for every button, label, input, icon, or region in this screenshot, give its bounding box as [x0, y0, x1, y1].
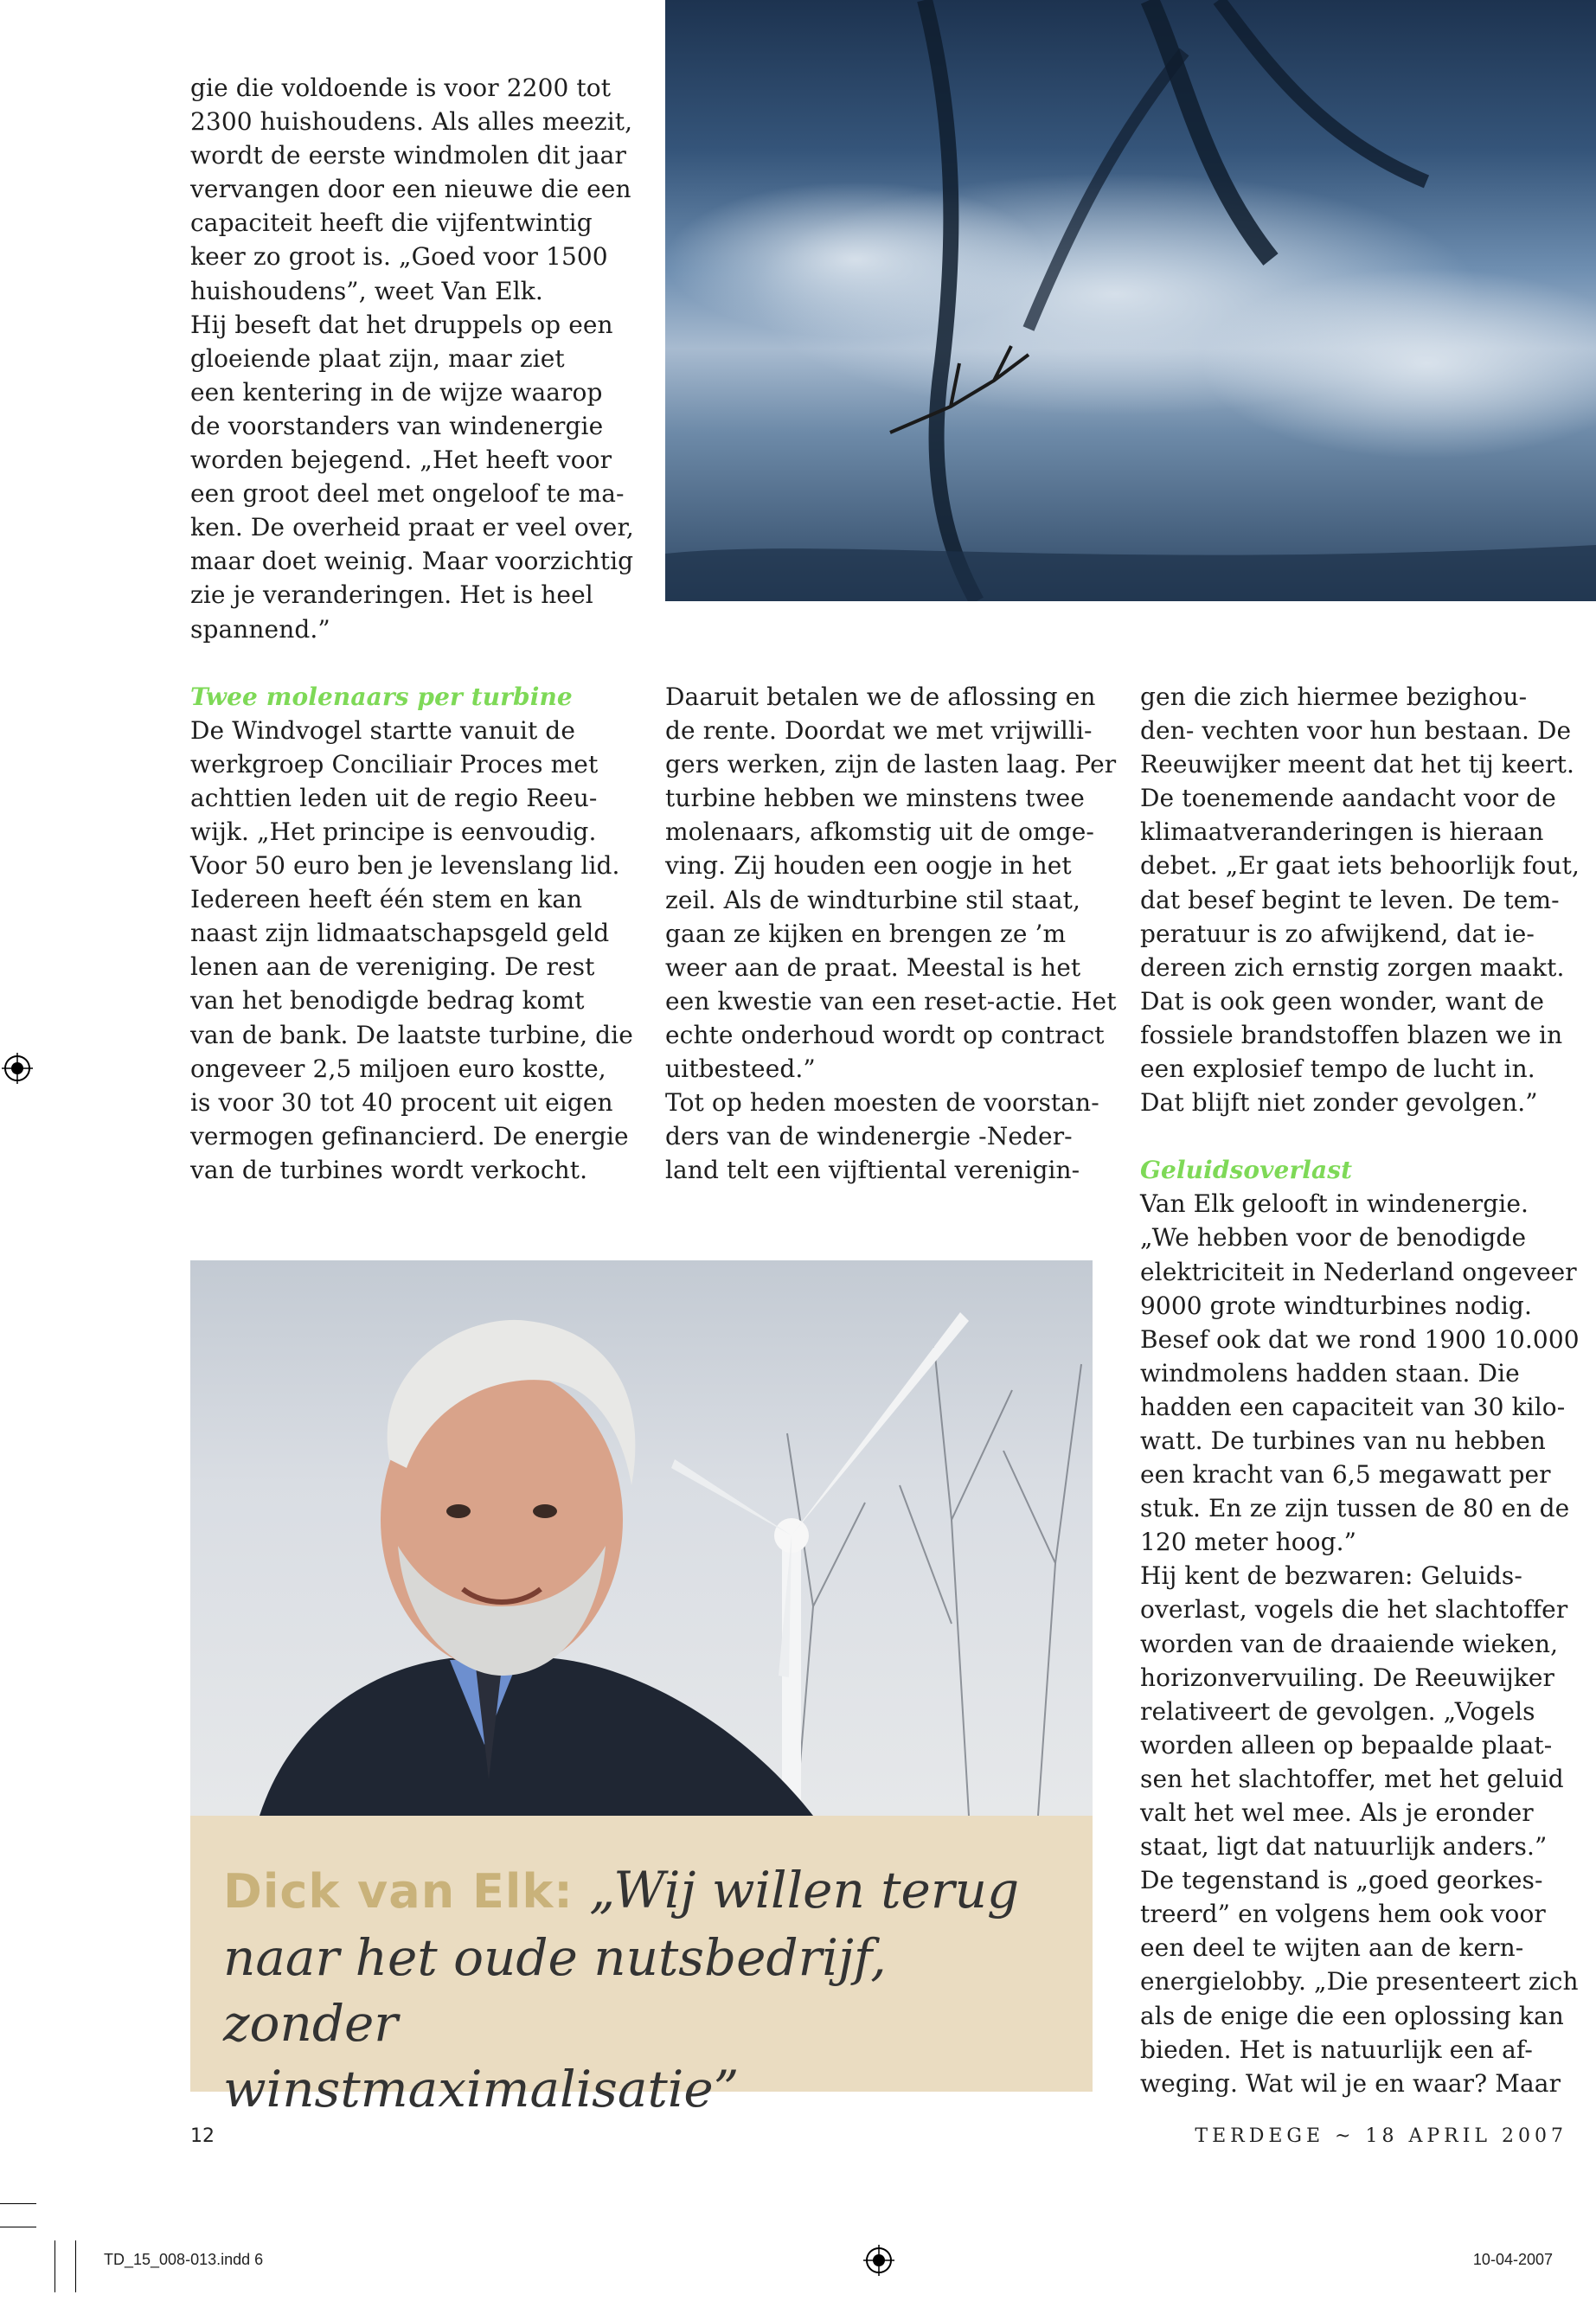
body-text-line: ving. Zij houden een oogje in het — [665, 851, 1072, 881]
body-text-line: gloeiende plaat zijn, maar ziet — [190, 343, 565, 373]
water-reflection-illustration — [665, 0, 1596, 601]
body-text-line: molenaars, afkomstig uit de omge- — [665, 817, 1094, 847]
body-text-line: Iedereen heeft één stem en kan — [190, 885, 583, 914]
body-text-line: ongeveer 2,5 miljoen euro kostte, — [190, 1054, 606, 1083]
body-text-line: Hij beseft dat het druppels op een — [190, 310, 613, 339]
body-text-line: de voorstanders van windenergie — [190, 411, 604, 440]
body-text-line: Voor 50 euro ben je levenslang lid. — [190, 851, 620, 881]
body-text-line: een explosief tempo de lucht in. — [1140, 1054, 1535, 1084]
body-text-line: horizonvervuiling. De Reeuwijker — [1140, 1663, 1555, 1692]
body-text-line: Van Elk gelooft in windenergie. — [1140, 1189, 1529, 1219]
body-text-line: vervangen door een nieuwe die een — [190, 175, 631, 204]
crop-mark — [54, 2240, 55, 2292]
pull-quote-speaker: Dick van Elk: — [223, 1864, 574, 1919]
running-footer-title: TERDEGE ~ 18 APRIL 2007 — [1195, 2125, 1567, 2147]
body-text-line: fossiele brandstoffen blazen we in — [1140, 1020, 1563, 1049]
body-text-line: windmolens hadden staan. Die — [1140, 1358, 1520, 1388]
body-text-line: achttien leden uit de regio Reeu- — [190, 783, 598, 812]
body-text-line: spannend.” — [190, 614, 330, 644]
body-text-line: gers werken, zijn de lasten laag. Per — [665, 750, 1117, 779]
body-text-line: worden alleen op bepaalde plaat- — [1140, 1730, 1553, 1759]
body-text-line: gie die voldoende is voor 2200 tot — [190, 74, 612, 102]
body-text-line: Tot op heden moesten de voorstan- — [665, 1088, 1099, 1118]
body-text-line: bieden. Het is natuurlijk een af- — [1140, 2035, 1533, 2064]
body-text-line: De Windvogel startte vanuit de — [190, 715, 575, 745]
text-column-middle — [665, 680, 1117, 1187]
body-text-line: watt. De turbines van nu hebben — [1140, 1426, 1546, 1455]
body-text-line: Besef ook dat we rond 1900 10.000 — [1140, 1324, 1580, 1354]
body-text-line: naast zijn lidmaatschapsgeld geld — [190, 919, 610, 948]
body-text-line: Dat blijft niet zonder gevolgen.” — [1140, 1088, 1538, 1118]
body-text-line: een groot deel met ongeloof te ma- — [190, 479, 625, 509]
body-text-line: de rente. Doordat we met vrijwilli- — [665, 716, 1093, 746]
body-text-line: worden van de draaiende wieken, — [1140, 1629, 1559, 1658]
body-text-line: energielobby. „Die presenteert zich — [1140, 1967, 1579, 1997]
body-text-line: dereen zich ernstig zorgen maakt. — [1140, 952, 1565, 982]
body-text-line: valt het wel mee. Als je eronder — [1140, 1798, 1534, 1827]
body-text-line: een kwestie van een reset-actie. Het — [665, 986, 1117, 1016]
body-text-line: klimaatveranderingen is hieraan — [1140, 817, 1544, 847]
crop-mark — [0, 2203, 36, 2204]
body-text-line: huishoudens”, weet Van Elk. — [190, 276, 543, 305]
body-text-line: is voor 30 tot 40 procent uit eigen — [190, 1087, 613, 1117]
registration-mark-icon — [863, 2245, 894, 2276]
body-text-line: dat besef begint te leven. De tem- — [1140, 885, 1560, 914]
body-text-line: zeil. Als de windturbine stil staat, — [665, 885, 1080, 914]
body-text-line: sen het slachtoffer, met het geluid — [1140, 1764, 1564, 1793]
pull-quote-line-1 — [223, 1857, 1071, 1925]
body-text-line: van de turbines wordt verkocht. — [190, 1155, 588, 1184]
body-text-line: echte onderhoud wordt op contract — [665, 1020, 1105, 1049]
body-text-line: capaciteit heeft die vijfentwintig — [190, 208, 593, 238]
crop-mark — [75, 2240, 76, 2292]
subheading-geluidsoverlast: Geluidsoverlast — [1140, 1156, 1353, 1185]
body-text-line: werkgroep Conciliair Proces met — [190, 749, 599, 779]
body-text-line: De tegenstand is „goed georkes- — [1140, 1866, 1543, 1895]
body-text-line: lenen aan de vereniging. De rest — [190, 952, 595, 982]
body-text-line: peratuur is zo afwijkend, dat ie- — [1140, 919, 1535, 948]
body-text-line: turbine hebben we minstens twee — [665, 784, 1085, 813]
body-text-line: debet. „Er gaat iets behoorlijk fout, — [1140, 851, 1580, 881]
pull-quote-box — [190, 1816, 1093, 2118]
body-text-line: 120 meter hoog.” — [1140, 1528, 1357, 1557]
body-text-line: overlast, vogels die het slachtoffer — [1140, 1595, 1568, 1625]
body-text-line: land telt een vijftiental verenigin- — [665, 1156, 1080, 1185]
body-text-line: van de bank. De laatste turbine, die — [190, 1020, 633, 1049]
body-text-line: staat, ligt dat natuurlijk anders.” — [1140, 1832, 1548, 1862]
pull-quote-line: „Wij willen terug — [589, 1861, 1020, 1920]
body-text-line: weer aan de praat. Meestal is het — [665, 952, 1081, 982]
body-text-line: relativeert de gevolgen. „Vogels — [1140, 1696, 1535, 1726]
body-text-line: „We hebben voor de benodigde — [1140, 1223, 1527, 1253]
body-text-line: Dat is ook geen wonder, want de — [1140, 986, 1545, 1016]
body-text-line: Daaruit betalen we de aflossing en — [665, 683, 1096, 711]
portrait-illustration — [190, 1260, 1093, 1816]
body-text-line: De toenemende aandacht voor de — [1140, 784, 1556, 813]
body-text-line: uitbesteed.” — [665, 1054, 816, 1084]
body-text-line: 2300 huishoudens. Als alles meezit, — [190, 107, 633, 137]
body-text-line: een kentering in de wijze waarop — [190, 377, 603, 407]
print-slug-date: 10-04-2007 — [1472, 2251, 1553, 2268]
subheading-twee-molenaars: Twee molenaars per turbine — [190, 682, 573, 711]
portrait-photo — [190, 1260, 1093, 1816]
body-text-line: gaan ze kijken en brengen ze ’m — [665, 919, 1067, 948]
text-column-left — [190, 71, 634, 1187]
body-text-line: Reeuwijker meent dat het tij keert. — [1140, 750, 1575, 779]
body-text-line: worden bejegend. „Het heeft voor — [190, 445, 612, 475]
body-text-line: een deel te wijten aan de kern- — [1140, 1933, 1524, 1963]
body-text-line: maar doet weinig. Maar voorzichtig — [190, 547, 634, 576]
body-text-line: hadden een capaciteit van 30 kilo- — [1140, 1392, 1566, 1421]
page-number: 12 — [190, 2125, 215, 2147]
water-reflection-photo — [665, 0, 1596, 601]
text-column-right — [1140, 680, 1580, 2100]
body-text-line: weging. Wat wil je en waar? Maar — [1140, 2068, 1561, 2098]
body-text-line: den- vechten voor hun bestaan. De — [1140, 716, 1572, 746]
body-text-line: wordt de eerste windmolen dit jaar — [190, 141, 626, 170]
body-text-line: elektriciteit in Nederland ongeveer — [1140, 1257, 1577, 1286]
body-text-line: van het benodigde bedrag komt — [190, 986, 585, 1016]
body-text-line: Hij kent de bezwaren: Geluids- — [1140, 1561, 1522, 1591]
pull-quote-line: naar het oude nutsbedrijf, zonder — [223, 1928, 887, 2053]
body-text-line: een kracht van 6,5 megawatt per — [1140, 1460, 1551, 1490]
body-text-line: treerd” en volgens hem ook voor — [1140, 1900, 1546, 1929]
body-text-line: zie je veranderingen. Het is heel — [190, 580, 593, 610]
body-text-line: keer zo groot is. „Goed voor 1500 — [190, 242, 608, 272]
body-text-line: vermogen gefinancierd. De energie — [190, 1121, 629, 1150]
body-text-line: stuk. En ze zijn tussen de 80 en de — [1140, 1494, 1570, 1523]
body-text-line: wijk. „Het principe is eenvoudig. — [190, 817, 597, 846]
body-text-line: 9000 grote windturbines nodig. — [1140, 1291, 1532, 1320]
body-text-line: als de enige die een oplossing kan — [1140, 2001, 1564, 2030]
registration-mark-icon — [2, 1053, 33, 1084]
print-slug-filename: TD_15_008-013.indd 6 — [104, 2251, 264, 2268]
body-text-line: ders van de windenergie -Neder- — [665, 1122, 1073, 1151]
body-text-line: ken. De overheid praat er veel over, — [190, 513, 634, 542]
body-text-line: gen die zich hiermee bezighou- — [1140, 683, 1528, 711]
pull-quote-text — [223, 1857, 1071, 2122]
pull-quote-line: winstmaximalisatie” — [223, 2060, 740, 2118]
